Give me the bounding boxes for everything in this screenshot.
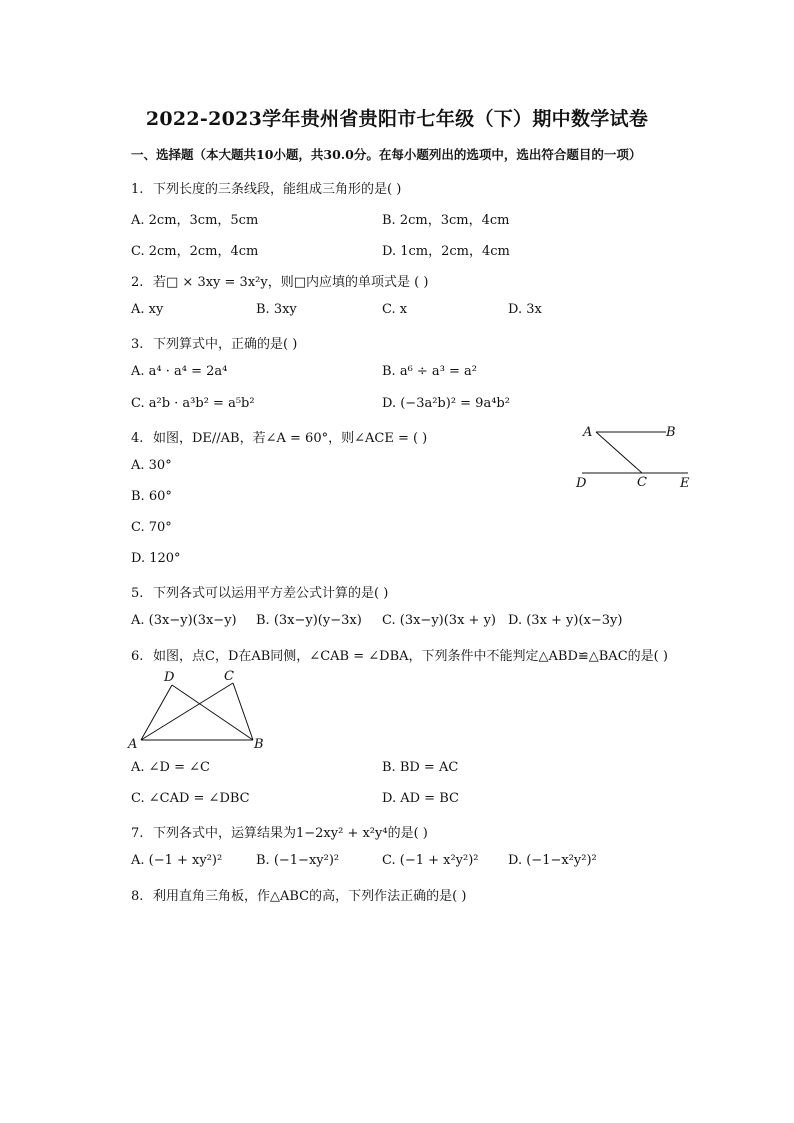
option-b: B. (−1−xy²)²	[256, 853, 340, 868]
segment-ac	[141, 683, 233, 740]
option-a: A. 30°	[131, 458, 172, 473]
question-number: 6.	[131, 649, 144, 664]
label-d: D	[576, 476, 587, 491]
question-7	[131, 822, 428, 841]
option-d: D. 3x	[508, 302, 542, 317]
option-a: A. (3x−y)(3x−y)	[131, 613, 237, 628]
option-c: C. ∠CAD = ∠DBC	[131, 791, 250, 806]
label-a: A	[583, 425, 593, 440]
option-c: C. (−1 + x²y²)²	[382, 853, 479, 868]
option-b: B. 2cm，3cm，4cm	[382, 213, 510, 228]
figure-crossed-triangles	[125, 667, 270, 752]
option-b: B. a⁶ ÷ a³ = a²	[382, 364, 478, 379]
option-d: D. 120°	[131, 551, 181, 566]
question-text: 下列各式中，运算结果为1−2xy² + x²y⁴的是( )	[153, 826, 428, 841]
question-text: 若□ × 3xy = 3x²y，则□内应填的单项式是 ( )	[153, 275, 429, 290]
option-b: B. BD = AC	[382, 760, 459, 775]
label-b: B	[666, 425, 676, 440]
option-d: D. 1cm，2cm，4cm	[382, 244, 510, 259]
option-d: D. AD = BC	[382, 791, 459, 806]
question-1	[131, 178, 401, 197]
option-c: C. a²b · a³b² = a⁵b²	[131, 396, 255, 411]
option-b: B. (3x−y)(y−3x)	[256, 613, 362, 628]
line-ac	[596, 432, 642, 473]
option-c: C. 2cm，2cm，4cm	[131, 244, 259, 259]
question-text: 如图，DE//AB，若∠A = 60°，则∠ACE = ( )	[153, 431, 428, 446]
option-a: A. 2cm，3cm，5cm	[131, 213, 259, 228]
question-number: 3.	[131, 337, 144, 352]
option-d: D. (−3a²b)² = 9a⁴b²	[382, 396, 510, 411]
option-c: C. x	[382, 302, 408, 317]
option-d: D. (3x + y)(x−3y)	[508, 613, 623, 628]
question-text: 下列长度的三条线段，能组成三角形的是( )	[153, 182, 402, 197]
question-text: 如图，点C，D在AB同侧，∠CAB = ∠DBA，下列条件中不能判定△ABD≌△BAC的是( )	[153, 649, 668, 664]
option-a: A. ∠D = ∠C	[131, 760, 210, 775]
option-a: A. a⁴ · a⁴ = 2a⁴	[131, 364, 228, 379]
question-number: 7.	[131, 826, 144, 841]
option-a: A. xy	[131, 302, 164, 317]
question-number: 5.	[131, 586, 144, 601]
option-d: D. (−1−x²y²)²	[508, 853, 597, 868]
option-b: B. 60°	[131, 489, 172, 504]
question-text: 下列各式可以运用平方差公式计算的是( )	[153, 586, 389, 601]
label-c: C	[637, 475, 647, 490]
label-a: A	[128, 737, 138, 752]
option-b: B. 3xy	[256, 302, 297, 317]
question-number: 2.	[131, 275, 144, 290]
option-c: C. 70°	[131, 520, 172, 535]
label-c: C	[224, 669, 234, 684]
segment-bc	[233, 683, 253, 740]
label-d: D	[164, 670, 175, 685]
question-number: 4.	[131, 431, 144, 446]
question-8	[131, 885, 466, 904]
question-3	[131, 333, 297, 352]
figure-parallel-lines	[570, 420, 700, 495]
option-c: C. (3x−y)(3x + y)	[382, 613, 496, 628]
question-text: 利用直角三角板，作△ABC的高，下列作法正确的是( )	[153, 889, 467, 904]
label-b: B	[254, 737, 264, 752]
question-text: 下列算式中，正确的是( )	[153, 337, 298, 352]
segment-ad	[141, 685, 172, 740]
question-number: 8.	[131, 889, 144, 904]
question-number: 1.	[131, 182, 144, 197]
section-heading: 一、选择题（本大题共10小题，共30.0分。在每小题列出的选项中，选出符合题目的一项）	[131, 147, 642, 162]
question-6	[131, 645, 668, 664]
question-2	[131, 271, 428, 290]
question-5	[131, 582, 388, 601]
label-e: E	[680, 476, 690, 491]
page-title: 2022-2023学年贵州省贵阳市七年级（下）期中数学试卷	[145, 108, 649, 130]
question-4	[131, 427, 427, 446]
option-a: A. (−1 + xy²)²	[131, 853, 223, 868]
segment-bd	[172, 685, 253, 740]
